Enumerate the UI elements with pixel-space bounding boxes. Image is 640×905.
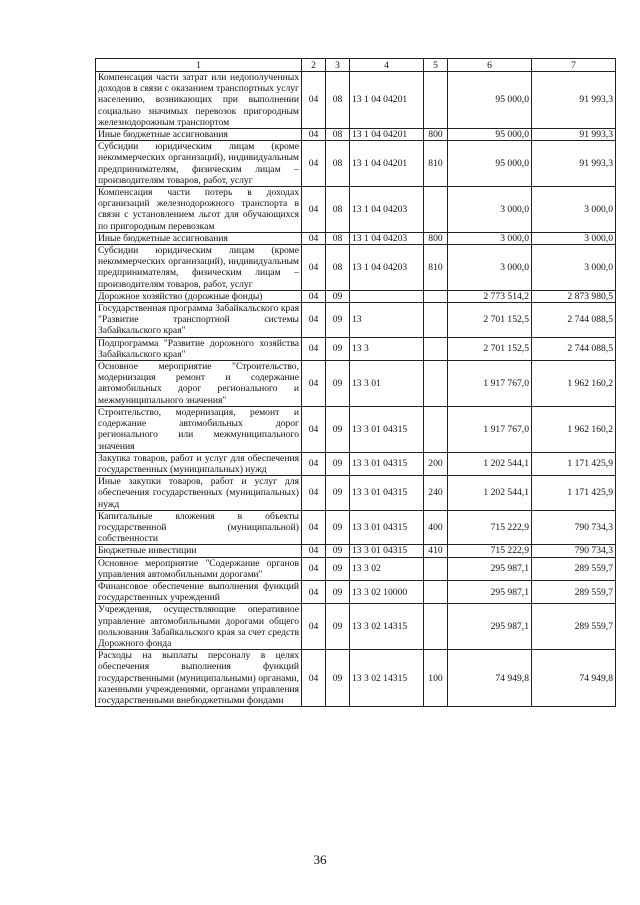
table-row bbox=[96, 72, 616, 129]
expense-name-cell: Финансовое обеспечение выполнения функций государственных учреждений bbox=[96, 580, 302, 603]
amount-year1-cell: 295 987,1 bbox=[448, 604, 532, 650]
section-code-cell: 04 bbox=[302, 187, 326, 233]
target-article-cell: 13 3 02 14315 bbox=[350, 650, 424, 707]
target-article-cell: 13 3 02 bbox=[350, 557, 424, 580]
subsection-code-cell: 09 bbox=[326, 361, 350, 407]
table-row bbox=[96, 245, 616, 291]
table-row bbox=[96, 476, 616, 511]
amount-year2-cell: 3 000,0 bbox=[532, 187, 616, 233]
expense-name-cell: Учреждения, осуществляющие оперативное управление автомобильными дорогами общего пользования Забайкальского края за счет средств Дорожного фонда bbox=[96, 604, 302, 650]
amount-year1-cell: 2 701 152,5 bbox=[448, 337, 532, 360]
section-code-cell: 04 bbox=[302, 650, 326, 707]
amount-year1-cell: 1 202 544,1 bbox=[448, 476, 532, 511]
expense-type-cell bbox=[424, 406, 448, 452]
subsection-code-cell: 09 bbox=[326, 650, 350, 707]
table-row bbox=[96, 232, 616, 244]
subsection-code-cell: 09 bbox=[326, 290, 350, 302]
header-col-5: 5 bbox=[424, 59, 448, 72]
section-code-cell: 04 bbox=[302, 452, 326, 475]
expense-type-cell: 410 bbox=[424, 545, 448, 557]
budget-table bbox=[95, 58, 616, 707]
expense-name-cell: Иные бюджетные ассигнования bbox=[96, 232, 302, 244]
section-code-cell: 04 bbox=[302, 141, 326, 187]
target-article-cell: 13 3 01 04315 bbox=[350, 452, 424, 475]
page-number: 36 bbox=[313, 852, 327, 867]
expense-name-cell: Бюджетные инвестиции bbox=[96, 545, 302, 557]
subsection-code-cell: 08 bbox=[326, 245, 350, 291]
amount-year2-cell: 289 559,7 bbox=[532, 557, 616, 580]
subsection-code-cell: 09 bbox=[326, 604, 350, 650]
table-row bbox=[96, 129, 616, 141]
section-code-cell: 04 bbox=[302, 303, 326, 338]
table-row bbox=[96, 452, 616, 475]
amount-year2-cell: 91 993,3 bbox=[532, 141, 616, 187]
header-col-2: 2 bbox=[302, 59, 326, 72]
expense-name-cell: Строительство, модернизация, ремонт и содержание автомобильных дорог регионального или межмуниципального значения bbox=[96, 406, 302, 452]
expense-type-cell: 200 bbox=[424, 452, 448, 475]
table-row bbox=[96, 406, 616, 452]
amount-year2-cell: 1 962 160,2 bbox=[532, 361, 616, 407]
table-row bbox=[96, 303, 616, 338]
table-row bbox=[96, 545, 616, 557]
header-col-7: 7 bbox=[532, 59, 616, 72]
target-article-cell: 13 1 04 04201 bbox=[350, 72, 424, 129]
section-code-cell: 04 bbox=[302, 557, 326, 580]
amount-year1-cell: 74 949,8 bbox=[448, 650, 532, 707]
target-article-cell: 13 3 02 10000 bbox=[350, 580, 424, 603]
expense-name-cell: Дорожное хозяйство (дорожные фонды) bbox=[96, 290, 302, 302]
subsection-code-cell: 08 bbox=[326, 141, 350, 187]
target-article-cell: 13 1 04 04203 bbox=[350, 245, 424, 291]
amount-year2-cell: 1 171 425,9 bbox=[532, 452, 616, 475]
section-code-cell: 04 bbox=[302, 476, 326, 511]
table-row bbox=[96, 604, 616, 650]
amount-year1-cell: 3 000,0 bbox=[448, 245, 532, 291]
table-row bbox=[96, 141, 616, 187]
expense-type-cell bbox=[424, 290, 448, 302]
table-body bbox=[96, 72, 616, 707]
target-article-cell: 13 3 01 bbox=[350, 361, 424, 407]
expense-type-cell: 800 bbox=[424, 129, 448, 141]
table-row bbox=[96, 290, 616, 302]
section-code-cell: 04 bbox=[302, 545, 326, 557]
expense-type-cell: 100 bbox=[424, 650, 448, 707]
header-col-3: 3 bbox=[326, 59, 350, 72]
amount-year2-cell: 91 993,3 bbox=[532, 129, 616, 141]
target-article-cell: 13 3 01 04315 bbox=[350, 406, 424, 452]
expense-name-cell: Компенсация части потерь в доходах организаций железнодорожного транспорта в связи с установлением льгот для обучающихся по пригородным перевозкам bbox=[96, 187, 302, 233]
table-row bbox=[96, 650, 616, 707]
amount-year1-cell: 3 000,0 bbox=[448, 187, 532, 233]
amount-year2-cell: 3 000,0 bbox=[532, 232, 616, 244]
section-code-cell: 04 bbox=[302, 245, 326, 291]
expense-type-cell bbox=[424, 72, 448, 129]
amount-year2-cell: 1 171 425,9 bbox=[532, 476, 616, 511]
amount-year1-cell: 1 917 767,0 bbox=[448, 406, 532, 452]
subsection-code-cell: 08 bbox=[326, 129, 350, 141]
amount-year2-cell: 2 744 088,5 bbox=[532, 303, 616, 338]
amount-year1-cell: 1 917 767,0 bbox=[448, 361, 532, 407]
section-code-cell: 04 bbox=[302, 510, 326, 545]
subsection-code-cell: 09 bbox=[326, 452, 350, 475]
section-code-cell: 04 bbox=[302, 290, 326, 302]
expense-type-cell: 810 bbox=[424, 245, 448, 291]
expense-type-cell bbox=[424, 187, 448, 233]
amount-year2-cell: 289 559,7 bbox=[532, 580, 616, 603]
expense-type-cell: 800 bbox=[424, 232, 448, 244]
subsection-code-cell: 09 bbox=[326, 303, 350, 338]
amount-year1-cell: 95 000,0 bbox=[448, 141, 532, 187]
target-article-cell: 13 3 01 04315 bbox=[350, 510, 424, 545]
table-row bbox=[96, 557, 616, 580]
target-article-cell: 13 3 01 04315 bbox=[350, 476, 424, 511]
subsection-code-cell: 09 bbox=[326, 545, 350, 557]
amount-year1-cell: 715 222,9 bbox=[448, 545, 532, 557]
section-code-cell: 04 bbox=[302, 406, 326, 452]
expense-type-cell bbox=[424, 337, 448, 360]
subsection-code-cell: 09 bbox=[326, 510, 350, 545]
subsection-code-cell: 08 bbox=[326, 232, 350, 244]
expense-type-cell: 240 bbox=[424, 476, 448, 511]
subsection-code-cell: 09 bbox=[326, 580, 350, 603]
amount-year2-cell: 2 744 088,5 bbox=[532, 337, 616, 360]
header-col-4: 4 bbox=[350, 59, 424, 72]
subsection-code-cell: 09 bbox=[326, 337, 350, 360]
table-row bbox=[96, 187, 616, 233]
expense-type-cell bbox=[424, 303, 448, 338]
section-code-cell: 04 bbox=[302, 129, 326, 141]
section-code-cell: 04 bbox=[302, 337, 326, 360]
expense-type-cell bbox=[424, 604, 448, 650]
expense-name-cell: Основное мероприятие "Строительство, модернизация ремонт и содержание автомобильных дорог регионального и межмуниципального значения" bbox=[96, 361, 302, 407]
header-col-6: 6 bbox=[448, 59, 532, 72]
amount-year1-cell: 2 701 152,5 bbox=[448, 303, 532, 338]
amount-year2-cell: 3 000,0 bbox=[532, 245, 616, 291]
table-row bbox=[96, 361, 616, 407]
expense-type-cell: 810 bbox=[424, 141, 448, 187]
section-code-cell: 04 bbox=[302, 72, 326, 129]
expense-name-cell: Расходы на выплаты персоналу в целях обеспечения выполнения функций государственными (муниципальными) органами, казенными учреждениями, органами управления государственными внебюджетными фондами bbox=[96, 650, 302, 707]
subsection-code-cell: 09 bbox=[326, 406, 350, 452]
expense-name-cell: Компенсация части затрат или недополученных доходов в связи с оказанием транспортных услуг населению, возникающих при выполнении социально значимых перевозок пригородным железнодорожным транспортом bbox=[96, 72, 302, 129]
expense-type-cell bbox=[424, 361, 448, 407]
amount-year1-cell: 95 000,0 bbox=[448, 72, 532, 129]
expense-name-cell: Субсидии юридическим лицам (кроме некоммерческих организаций), индивидуальным предпринимателям, физическим лицам – производителям товаров, работ, услуг bbox=[96, 141, 302, 187]
amount-year1-cell: 295 987,1 bbox=[448, 580, 532, 603]
expense-name-cell: Государственная программа Забайкальского края "Развитие транспортной системы Забайкальского края" bbox=[96, 303, 302, 338]
target-article-cell: 13 bbox=[350, 303, 424, 338]
subsection-code-cell: 08 bbox=[326, 72, 350, 129]
amount-year1-cell: 1 202 544,1 bbox=[448, 452, 532, 475]
amount-year2-cell: 790 734,3 bbox=[532, 545, 616, 557]
table-row bbox=[96, 337, 616, 360]
amount-year1-cell: 715 222,9 bbox=[448, 510, 532, 545]
expense-type-cell: 400 bbox=[424, 510, 448, 545]
amount-year1-cell: 295 987,1 bbox=[448, 557, 532, 580]
target-article-cell: 13 3 02 14315 bbox=[350, 604, 424, 650]
amount-year2-cell: 790 734,3 bbox=[532, 510, 616, 545]
expense-name-cell: Субсидии юридическим лицам (кроме некоммерческих организаций), индивидуальным предпринимателям, физическим лицам – производителям товаров, работ, услуг bbox=[96, 245, 302, 291]
amount-year2-cell: 1 962 160,2 bbox=[532, 406, 616, 452]
amount-year2-cell: 2 873 980,5 bbox=[532, 290, 616, 302]
amount-year1-cell: 2 773 514,2 bbox=[448, 290, 532, 302]
expense-name-cell: Основное мероприятие "Содержание органов управления автомобильными дорогами" bbox=[96, 557, 302, 580]
expense-name-cell: Иные бюджетные ассигнования bbox=[96, 129, 302, 141]
amount-year1-cell: 95 000,0 bbox=[448, 129, 532, 141]
table-row bbox=[96, 580, 616, 603]
subsection-code-cell: 09 bbox=[326, 557, 350, 580]
section-code-cell: 04 bbox=[302, 232, 326, 244]
header-col-1: 1 bbox=[96, 59, 302, 72]
expense-name-cell: Капитальные вложения в объекты государственной (муниципальной) собственности bbox=[96, 510, 302, 545]
target-article-cell bbox=[350, 290, 424, 302]
amount-year1-cell: 3 000,0 bbox=[448, 232, 532, 244]
amount-year2-cell: 74 949,8 bbox=[532, 650, 616, 707]
expense-type-cell bbox=[424, 557, 448, 580]
target-article-cell: 13 1 04 04203 bbox=[350, 187, 424, 233]
section-code-cell: 04 bbox=[302, 604, 326, 650]
expense-name-cell: Закупка товаров, работ и услуг для обеспечения государственных (муниципальных) нужд bbox=[96, 452, 302, 475]
subsection-code-cell: 08 bbox=[326, 187, 350, 233]
table-header-row bbox=[96, 59, 616, 72]
target-article-cell: 13 1 04 04201 bbox=[350, 141, 424, 187]
target-article-cell: 13 1 04 04201 bbox=[350, 129, 424, 141]
table-row bbox=[96, 510, 616, 545]
expense-type-cell bbox=[424, 580, 448, 603]
amount-year2-cell: 91 993,3 bbox=[532, 72, 616, 129]
expense-name-cell: Подпрограмма "Развитие дорожного хозяйства Забайкальского края" bbox=[96, 337, 302, 360]
amount-year2-cell: 289 559,7 bbox=[532, 604, 616, 650]
subsection-code-cell: 09 bbox=[326, 476, 350, 511]
section-code-cell: 04 bbox=[302, 580, 326, 603]
target-article-cell: 13 3 bbox=[350, 337, 424, 360]
target-article-cell: 13 1 04 04203 bbox=[350, 232, 424, 244]
expense-name-cell: Иные закупки товаров, работ и услуг для обеспечения государственных (муниципальных) нужд bbox=[96, 476, 302, 511]
section-code-cell: 04 bbox=[302, 361, 326, 407]
target-article-cell: 13 3 01 04315 bbox=[350, 545, 424, 557]
